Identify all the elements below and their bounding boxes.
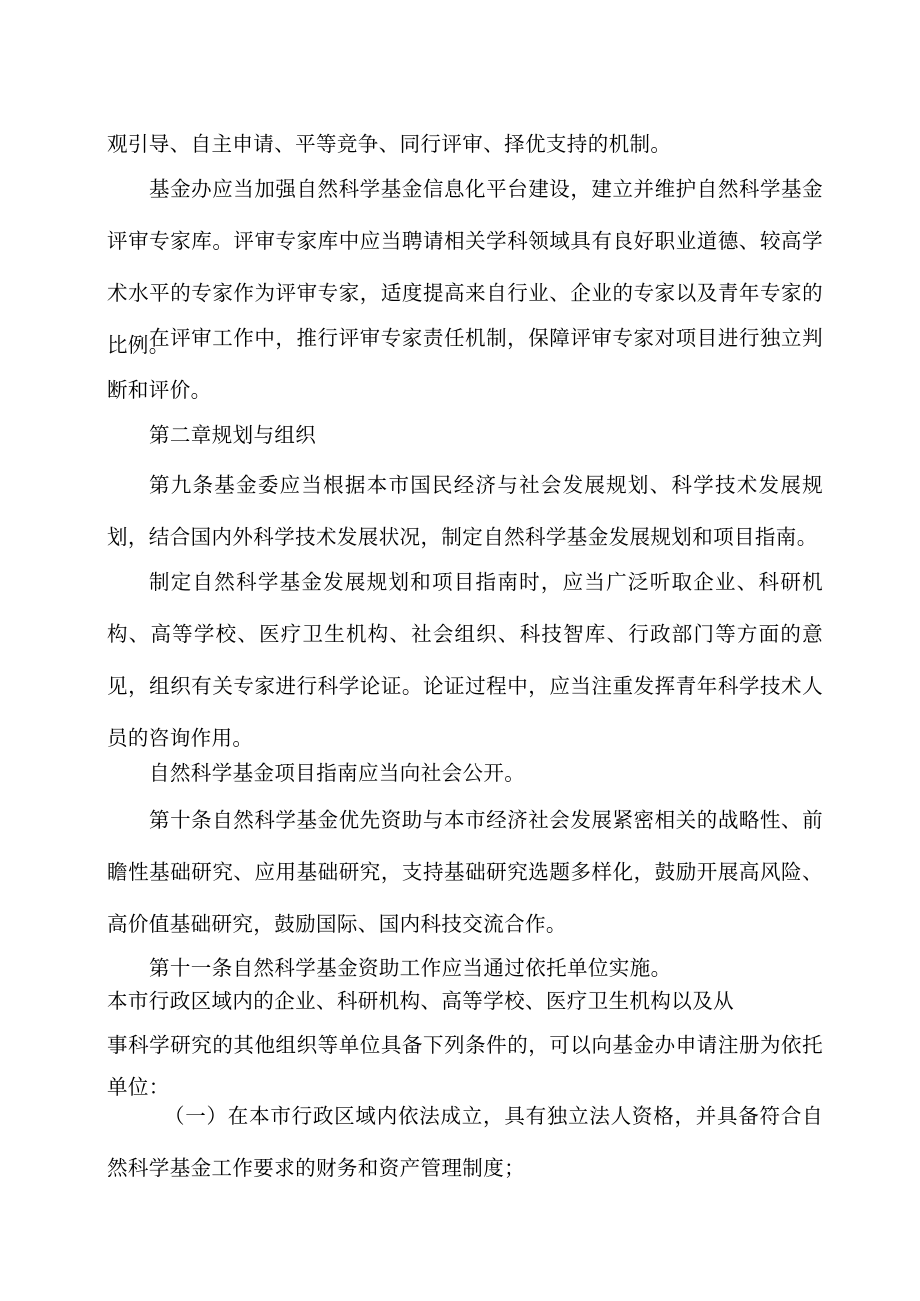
paragraph-eligible-units-cont: 事科学研究的其他组织等单位具备下列条件的，可以向基金办申请注册为依托单位： (107, 1033, 823, 1099)
article-ten: 第十条自然科学基金优先资助与本市经济社会发展紧密相关的战略性、前瞻性基础研究、应用基础研究，支持基础研究选题多样化，鼓励开展高风险、高价值基础研究，鼓励国际、国内科技交流合作。 (107, 808, 823, 936)
paragraph-mechanism-end: 观引导、自主申请、平等竞争、同行评审、择优支持的机制。 (107, 132, 672, 156)
paragraph-eligible-units-start: 本市行政区域内的企业、科研机构、高等学校、医疗卫生机构以及从 (107, 989, 734, 1013)
paragraph-expert-database: 基金办应当加强自然科学基金信息化平台建设，建立并维护自然科学基金评审专家库。评审专家库中应当聘请相关学科领域具有良好职业道德、较高学术水平的专家作为评审专家，适度提高来自行业、企业的专家以及青年专家的比例。 (107, 177, 823, 357)
chapter-heading: 第二章规划与组织 (149, 423, 317, 447)
article-eleven: 第十一条自然科学基金资助工作应当通过依托单位实施。 (149, 956, 672, 980)
article-nine: 第九条基金委应当根据本市国民经济与社会发展规划、科学技术发展规划，结合国内外科学技术发展状况，制定自然科学基金发展规划和项目指南。 (107, 473, 823, 549)
condition-one: （一）在本市行政区域内依法成立，具有独立法人资格，并具备符合自然科学基金工作要求的财务和资产管理制度； (107, 1104, 823, 1180)
paragraph-planning-consultation: 制定自然科学基金发展规划和项目指南时，应当广泛听取企业、科研机构、高等学校、医疗卫生机构、社会组织、科技智库、行政部门等方面的意见，组织有关专家进行科学论证。论证过程中，应当注重发挥青年科学技术人员的咨询作用。 (107, 570, 823, 750)
paragraph-guide-public: 自然科学基金项目指南应当向社会公开。 (149, 761, 526, 785)
paragraph-review-responsibility: 在评审工作中，推行评审专家责任机制，保障评审专家对项目进行独立判断和评价。 (107, 326, 823, 402)
